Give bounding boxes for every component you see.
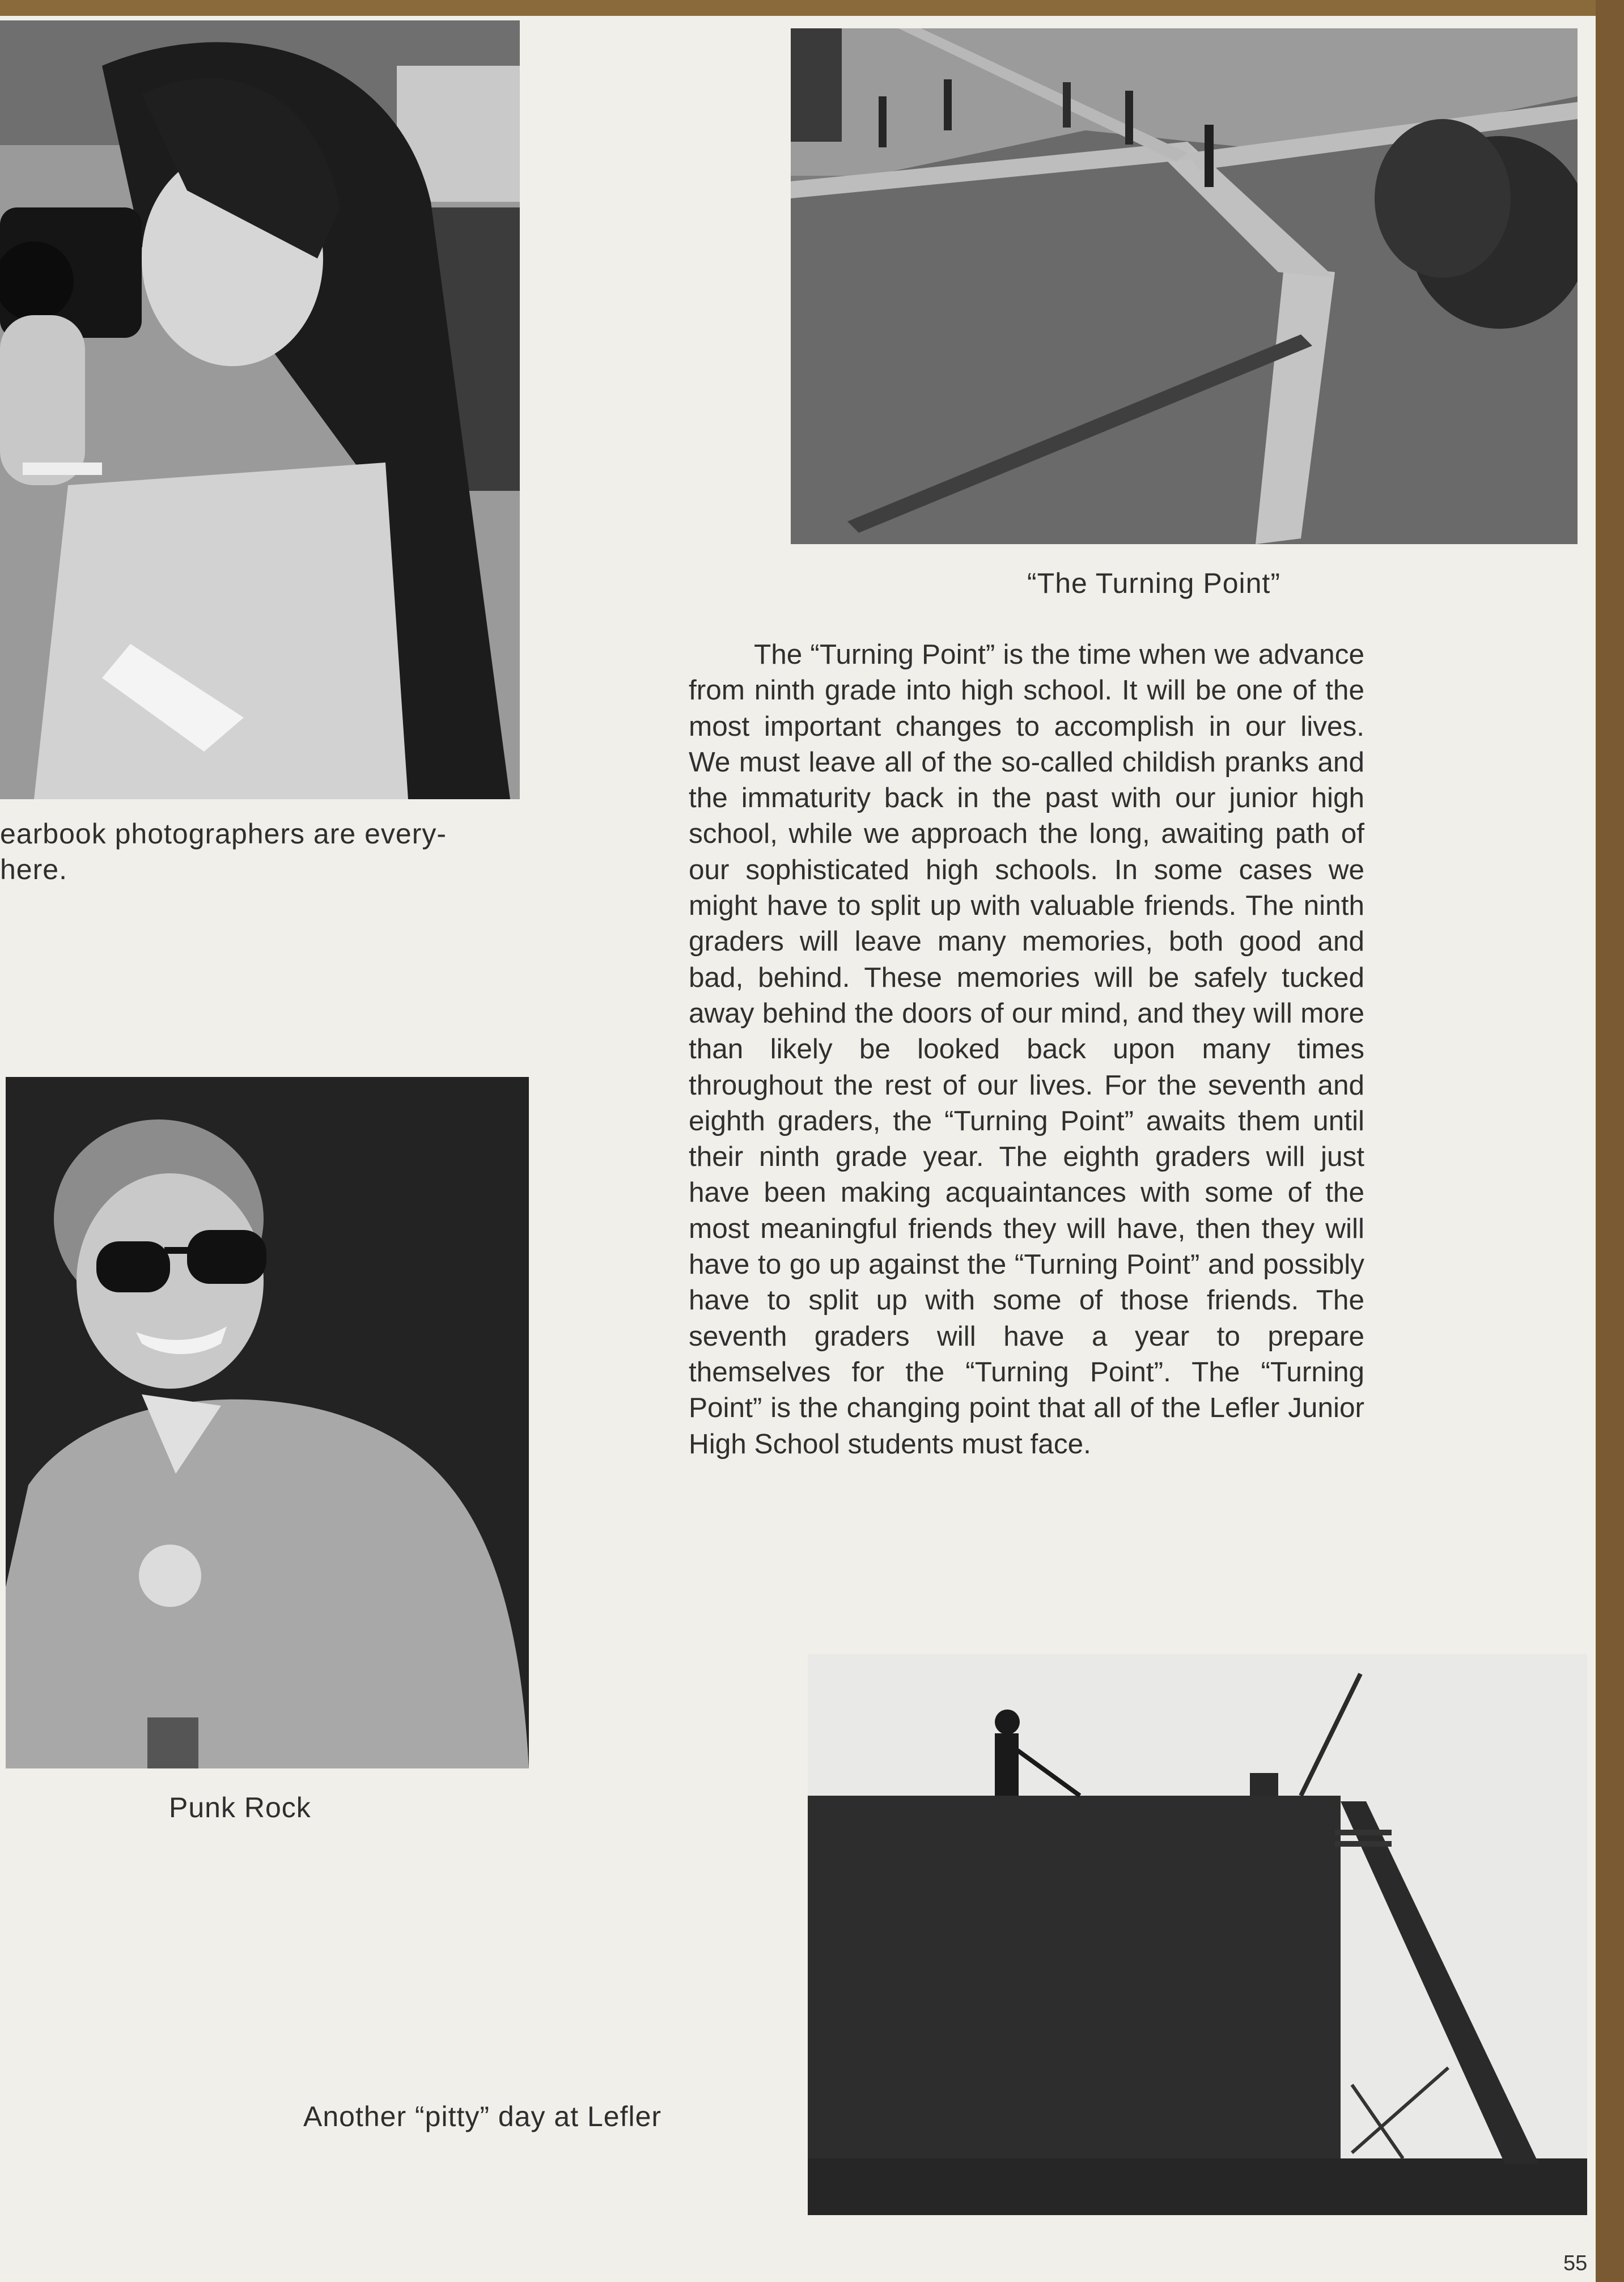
caption-pitty-day: Another “pitty” day at Lefler <box>303 2101 662 2132</box>
photo-turning-point <box>791 28 1578 544</box>
caption-punk-rock: Punk Rock <box>169 1792 311 1823</box>
photo-punk-rock <box>6 1077 529 1768</box>
photographer-illustration <box>0 20 520 799</box>
punk-rock-illustration <box>6 1077 529 1768</box>
binding-edge <box>1596 0 1624 2282</box>
caption-photographer-line1: earbook photographers are every- <box>0 818 447 850</box>
caption-photographer <box>0 816 447 888</box>
page-number: 55 <box>1563 2251 1588 2275</box>
construction-illustration <box>808 1654 1587 2215</box>
photo-pitty-day <box>808 1654 1587 2215</box>
caption-turning-point: “The Turning Point” <box>1027 567 1280 599</box>
article-body: The “Turning Point” is the time when we advance from ninth grade into high school. It will be one of the most important changes to accomplish in our lives. We must leave all of the so-called childish pranks and the immaturity back in the past with our junior high school, while we approach the long, awaiting path of our sophisticated high schools. In some cases we might have to split up with valuable friends. The ninth graders will leave many memories, both good and bad, behind. These memories will be safely tucked away behind the doors of our mind, and they will more than likely be looked back upon many times throughout the rest of our lives. For the seventh and eighth graders, the “Turning Point” awaits them until their ninth grade year. The eighth graders will just have been making acquaintances with some of the most meaningful friends they will have, then they will have to go up against the “Turning Point” and possibly have to split up with some of those friends. The seventh graders will have a year to prepare themselves for the “Turning Point”. The “Turning Point” is the changing point that all of the Lefler Junior High School students must face. <box>689 639 1364 1460</box>
yearbook-page <box>0 16 1596 2282</box>
caption-photographer-line2: here. <box>0 854 67 885</box>
article <box>689 637 1364 1462</box>
lawn-illustration <box>791 28 1578 544</box>
photo-photographer <box>0 20 520 799</box>
